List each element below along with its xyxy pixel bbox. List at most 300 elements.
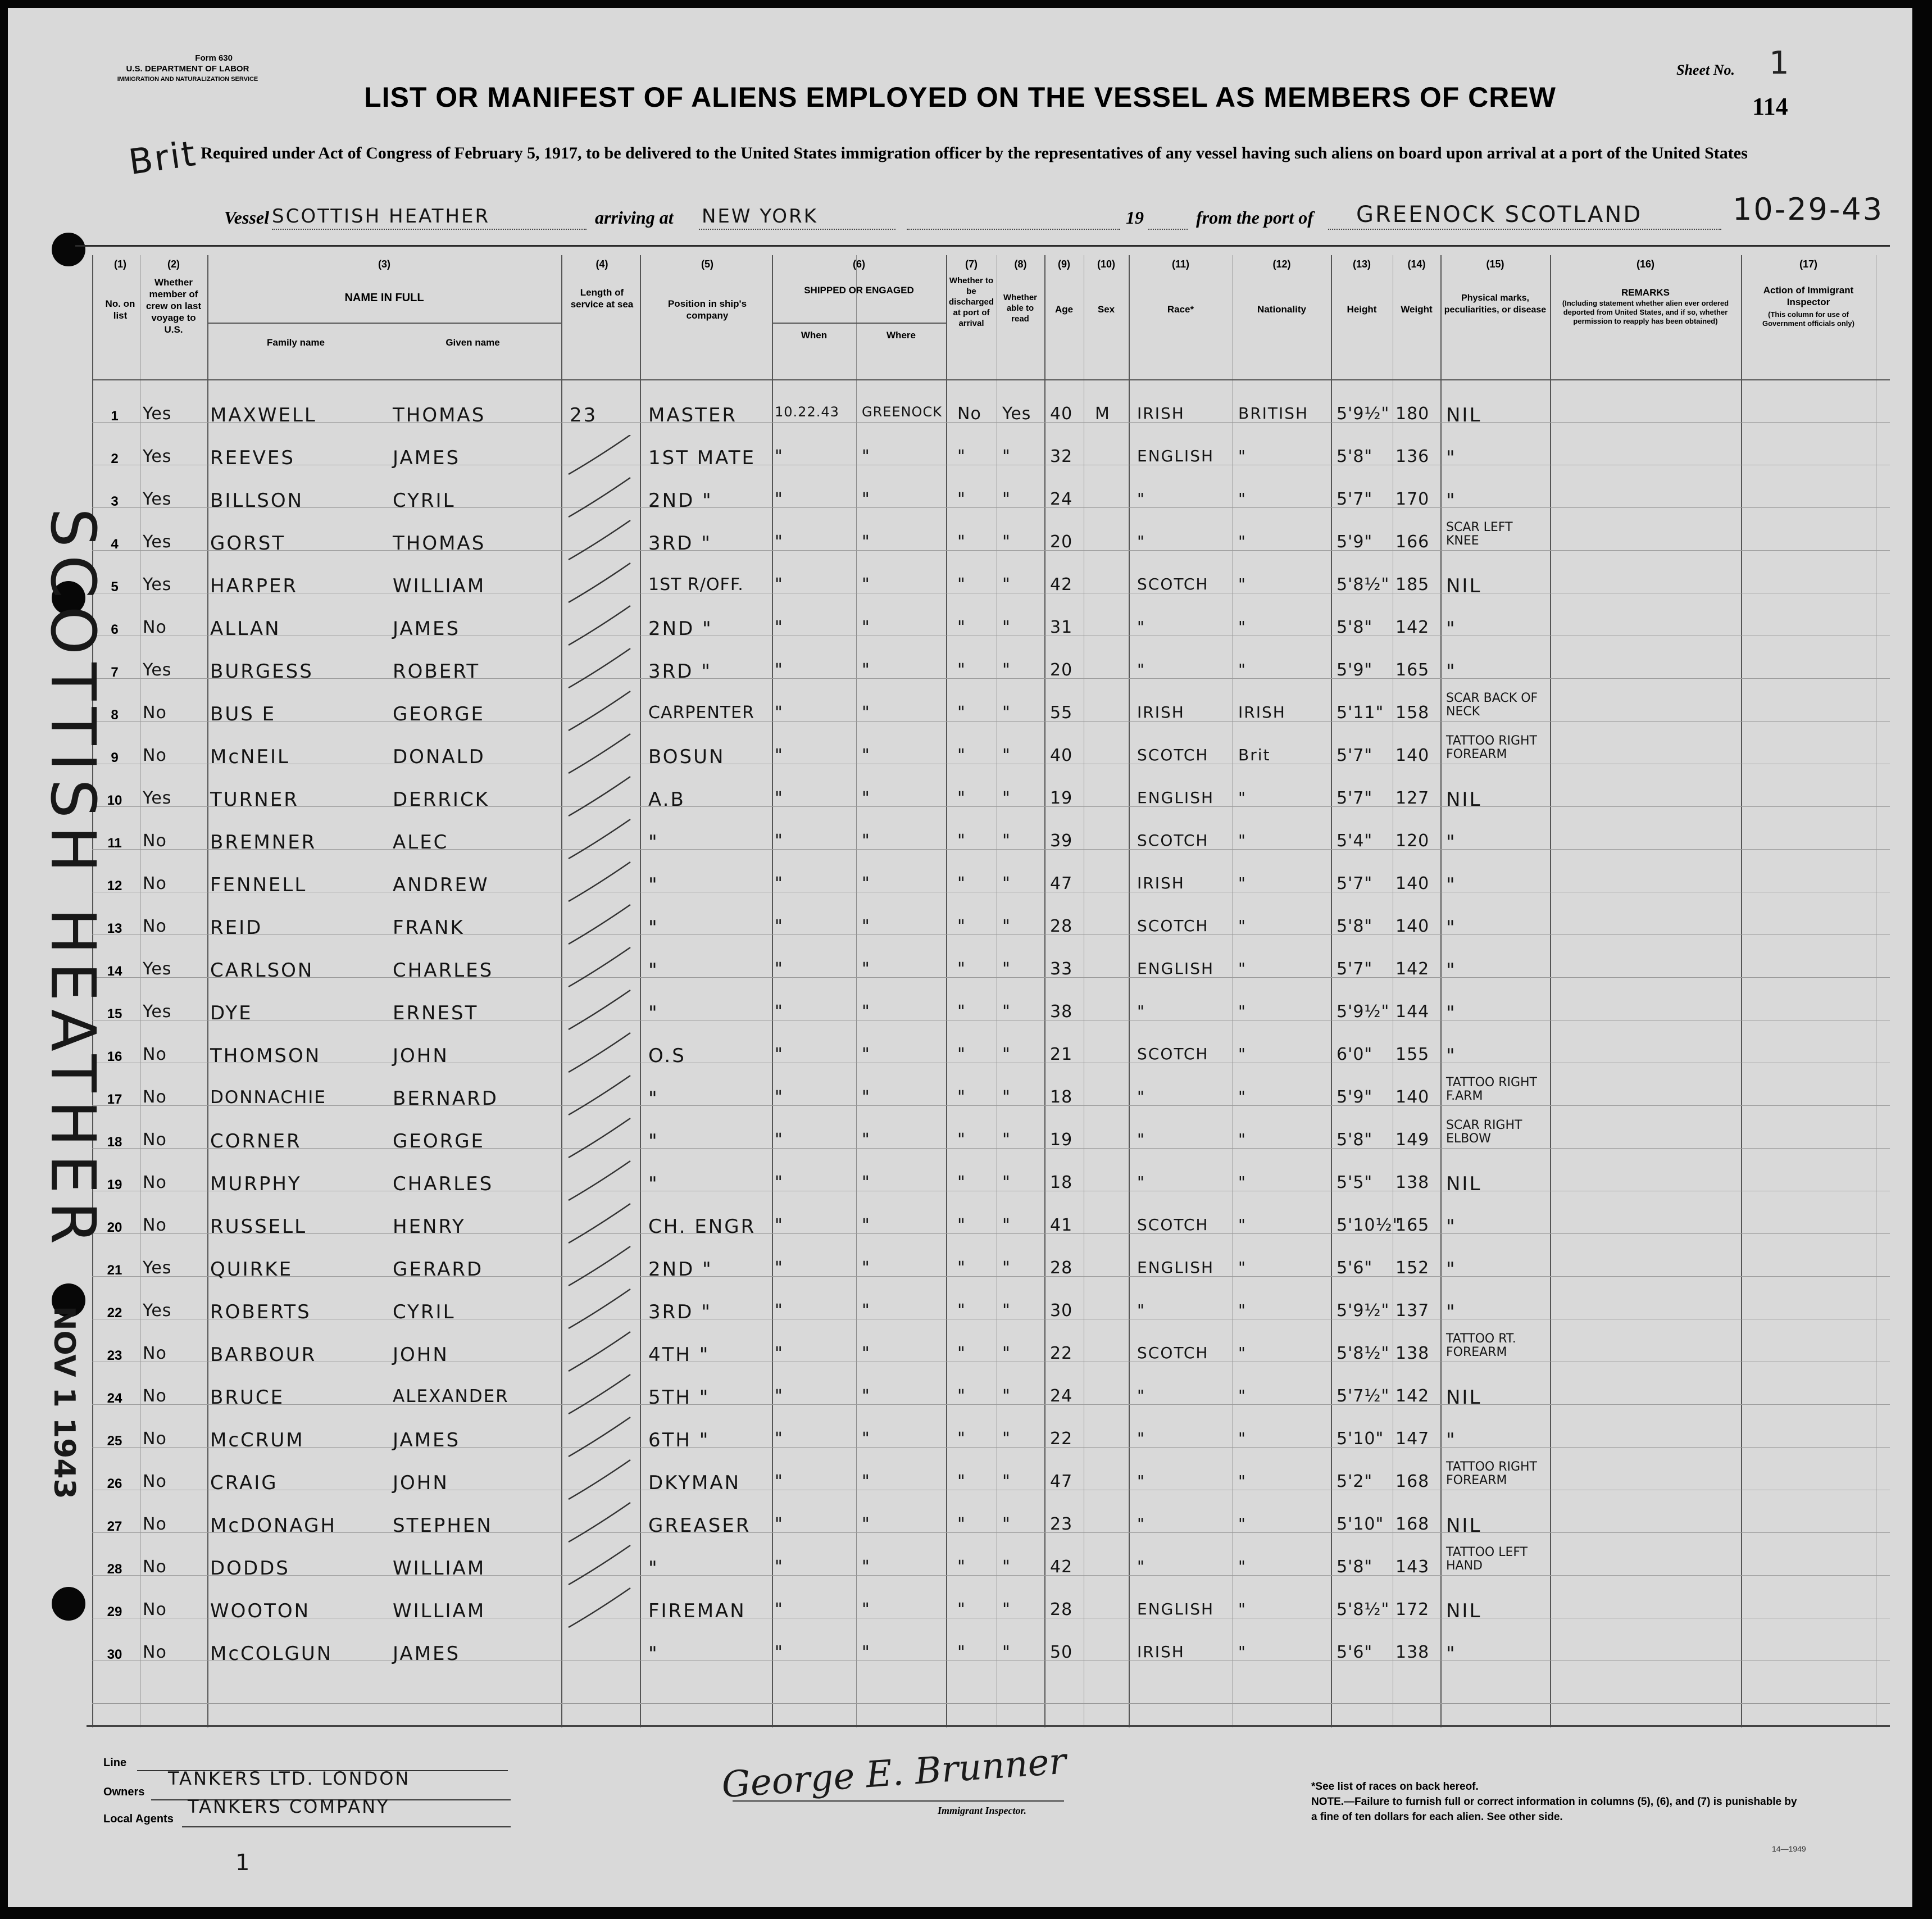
- cell-nationality: ": [1238, 959, 1247, 978]
- cell-height: 5'8": [1337, 1557, 1373, 1577]
- inspector-signature: George E. Brunner: [720, 1740, 1068, 1807]
- cell-given-name: GEORGE: [393, 703, 485, 725]
- cell-discharged: ": [957, 660, 966, 680]
- cell-nationality: ": [1238, 1130, 1247, 1149]
- cell-nationality: ": [1238, 1429, 1247, 1448]
- cell-position: ": [648, 1002, 659, 1024]
- row-number: 30: [107, 1647, 122, 1662]
- service-stroke: [569, 1246, 630, 1286]
- cell-weight: 140: [1395, 874, 1430, 893]
- row-number: 6: [111, 622, 119, 637]
- service-stroke: [569, 905, 630, 944]
- cell-physical-marks: ": [1446, 1258, 1457, 1281]
- cell-weight: 168: [1395, 1514, 1430, 1534]
- sheet-no-value: 1: [1769, 45, 1789, 81]
- cell-shipped-when: ": [775, 1429, 783, 1449]
- col-header-age: Age: [1054, 304, 1074, 315]
- row-rule: [92, 379, 1890, 380]
- cell-position: 2ND ": [648, 1258, 713, 1281]
- cell-age: 47: [1050, 874, 1073, 893]
- service-stroke: [569, 1460, 630, 1499]
- year-label: 19: [1126, 207, 1144, 228]
- cell-able-to-read: ": [1002, 831, 1011, 851]
- cell-age: 20: [1050, 660, 1073, 680]
- row-number: 3: [111, 494, 119, 509]
- row-rule: [92, 550, 1890, 551]
- cell-family-name: BURGESS: [210, 660, 313, 683]
- col-num: (17): [1799, 258, 1817, 270]
- cell-race: ENGLISH: [1137, 1600, 1215, 1618]
- cell-able-to-read: ": [1002, 1472, 1011, 1491]
- cell-position: ": [648, 1173, 659, 1195]
- cell-position: CARPENTER: [648, 703, 754, 723]
- column-rule: [1331, 255, 1332, 1727]
- cell-age: 42: [1050, 1557, 1073, 1577]
- cell-race: ": [1137, 1301, 1145, 1319]
- row-number: 4: [111, 537, 119, 552]
- cell-position: 3RD ": [648, 1301, 712, 1323]
- cell-shipped-where: ": [862, 1344, 870, 1363]
- col-num: (1): [114, 258, 126, 270]
- service-stroke: [569, 606, 630, 645]
- service-stroke: [569, 1289, 630, 1328]
- cell-discharged: ": [957, 917, 966, 936]
- cell-age: 31: [1050, 618, 1073, 637]
- cell-height: 5'9": [1337, 532, 1373, 552]
- row-number: 15: [107, 1006, 122, 1022]
- cell-shipped-where: ": [862, 489, 870, 509]
- cell-shipped-where: ": [862, 831, 870, 851]
- cell-able-to-read: ": [1002, 1130, 1011, 1150]
- service-stroke: [569, 990, 630, 1029]
- cell-height: 5'7": [1337, 788, 1373, 808]
- cell-position: 1ST MATE: [648, 447, 756, 469]
- row-number: 28: [107, 1562, 122, 1577]
- cell-race: ": [1137, 532, 1145, 551]
- row-rule: [92, 1148, 1890, 1149]
- cell-shipped-where: ": [862, 1429, 870, 1449]
- row-number: 21: [107, 1263, 122, 1278]
- cell-position: GREASER: [648, 1514, 751, 1537]
- cell-given-name: WILLIAM: [393, 1600, 486, 1622]
- col-header-name: NAME IN FULL: [344, 292, 424, 304]
- cell-discharged: ": [957, 1557, 966, 1577]
- cell-weight: 147: [1395, 1429, 1430, 1449]
- manifest-title: LIST OR MANIFEST OF ALIENS EMPLOYED ON THE VESSEL AS MEMBERS OF CREW: [364, 81, 1556, 113]
- cell-last-voyage: No: [143, 917, 167, 936]
- service-stroke: [569, 1332, 630, 1371]
- cell-height: 5'7": [1337, 874, 1373, 893]
- tick-mark: 1: [235, 1850, 252, 1876]
- cell-family-name: McCOLGUN: [210, 1643, 333, 1665]
- cell-race: ENGLISH: [1137, 788, 1215, 807]
- cell-family-name: BRUCE: [210, 1386, 285, 1409]
- cell-last-voyage: Yes: [143, 447, 172, 466]
- column-rule: [1044, 255, 1045, 1727]
- col-num: (4): [595, 258, 608, 270]
- cell-family-name: REID: [210, 917, 263, 939]
- cell-age: 18: [1050, 1173, 1073, 1192]
- cell-height: 5'10": [1337, 1514, 1384, 1534]
- cell-family-name: CORNER: [210, 1130, 302, 1153]
- cell-nationality: ": [1238, 660, 1247, 679]
- cell-shipped-where: ": [862, 1045, 870, 1064]
- cell-given-name: JOHN: [393, 1472, 449, 1494]
- cell-position: ": [648, 917, 659, 939]
- cell-last-voyage: Yes: [143, 404, 172, 424]
- cell-age: 21: [1050, 1045, 1073, 1064]
- cell-shipped-where: ": [862, 1301, 870, 1321]
- col-header-service: Length of service at sea: [570, 287, 634, 310]
- cell-nationality: ": [1238, 1045, 1247, 1063]
- cell-physical-marks: ": [1446, 917, 1457, 939]
- brit-annotation: Brit: [126, 132, 200, 183]
- cell-physical-marks: ": [1446, 660, 1457, 683]
- cell-age: 30: [1050, 1301, 1073, 1321]
- cell-shipped-when: ": [775, 1301, 783, 1321]
- cell-family-name: McDONAGH: [210, 1514, 337, 1537]
- cell-discharged: No: [957, 404, 981, 424]
- cell-able-to-read: ": [1002, 1600, 1011, 1619]
- cell-discharged: ": [957, 831, 966, 851]
- cell-weight: 172: [1395, 1600, 1430, 1619]
- cell-weight: 185: [1395, 575, 1430, 595]
- cell-height: 5'7": [1337, 959, 1373, 979]
- cell-position: ": [648, 1643, 659, 1665]
- cell-race: IRISH: [1137, 1643, 1185, 1661]
- cell-last-voyage: No: [143, 1045, 167, 1064]
- cell-height: 5'7½": [1337, 1386, 1390, 1406]
- cell-weight: 138: [1395, 1344, 1430, 1363]
- cell-race: ": [1137, 1386, 1145, 1405]
- service-stroke: [569, 1204, 630, 1243]
- cell-shipped-when: ": [775, 1173, 783, 1192]
- col-num: (14): [1407, 258, 1426, 270]
- cell-shipped-when: ": [775, 1643, 783, 1662]
- column-rule: [640, 255, 641, 1727]
- cell-nationality: ": [1238, 917, 1247, 935]
- cell-age: 23: [1050, 1514, 1073, 1534]
- cell-able-to-read: ": [1002, 532, 1011, 552]
- cell-race: SCOTCH: [1137, 746, 1209, 764]
- cell-physical-marks: SCAR RIGHT ELBOW: [1446, 1118, 1522, 1146]
- cell-position: A.B: [648, 788, 685, 811]
- cell-physical-marks: TATTOO RIGHT FOREARM: [1446, 734, 1537, 761]
- cell-physical-marks: TATTOO RT. FOREARM: [1446, 1332, 1516, 1359]
- cell-nationality: ": [1238, 1087, 1247, 1106]
- cell-weight: 140: [1395, 917, 1430, 936]
- cell-discharged: ": [957, 874, 966, 893]
- cell-nationality: BRITISH: [1238, 404, 1309, 423]
- cell-physical-marks: NIL: [1446, 1173, 1482, 1195]
- cell-given-name: CYRIL: [393, 489, 456, 512]
- service-stroke: [569, 1118, 630, 1158]
- agents-value: TANKERS COMPANY: [188, 1796, 390, 1817]
- cell-weight: 155: [1395, 1045, 1430, 1064]
- cell-physical-marks: ": [1446, 1301, 1457, 1323]
- form-identification: [103, 53, 272, 85]
- cell-able-to-read: ": [1002, 447, 1011, 466]
- cell-able-to-read: ": [1002, 489, 1011, 509]
- cell-nationality: ": [1238, 1557, 1247, 1576]
- cell-discharged: ": [957, 1386, 966, 1406]
- cell-height: 5'9½": [1337, 1301, 1390, 1321]
- cell-nationality: ": [1238, 1643, 1247, 1661]
- cell-given-name: CHARLES: [393, 1173, 494, 1195]
- column-rule: [1741, 255, 1742, 1727]
- cell-shipped-when: ": [775, 1087, 783, 1107]
- row-rule: [92, 1447, 1890, 1448]
- cell-last-voyage: Yes: [143, 1258, 172, 1278]
- row-number: 5: [111, 579, 119, 595]
- cell-nationality: ": [1238, 1344, 1247, 1362]
- cell-shipped-when: ": [775, 447, 783, 466]
- cell-given-name: DONALD: [393, 746, 485, 768]
- cell-position: 6TH ": [648, 1429, 710, 1451]
- cell-discharged: ": [957, 1002, 966, 1022]
- cell-able-to-read: ": [1002, 618, 1011, 637]
- row-number: 20: [107, 1220, 122, 1235]
- col-num: (6): [853, 258, 865, 270]
- cell-able-to-read: ": [1002, 746, 1011, 765]
- cell-discharged: ": [957, 1344, 966, 1363]
- cell-family-name: MAXWELL: [210, 404, 317, 427]
- cell-shipped-when: ": [775, 746, 783, 765]
- cell-shipped-where: ": [862, 746, 870, 765]
- cell-physical-marks: NIL: [1446, 788, 1482, 811]
- cell-physical-marks: NIL: [1446, 1600, 1482, 1622]
- cell-race: ": [1137, 1514, 1145, 1533]
- cell-family-name: ROBERTS: [210, 1301, 311, 1323]
- cell-discharged: ": [957, 1045, 966, 1064]
- cell-family-name: BUS E: [210, 703, 276, 725]
- arriving-port: NEW YORK: [702, 205, 818, 228]
- service-stroke: [569, 435, 630, 474]
- cell-position: 5TH ": [648, 1386, 710, 1409]
- service-stroke: [569, 691, 630, 731]
- cell-physical-marks: TATTOO RIGHT F.ARM: [1446, 1076, 1537, 1103]
- cell-last-voyage: Yes: [143, 660, 172, 680]
- cell-race: IRISH: [1137, 874, 1185, 892]
- cell-shipped-where: ": [862, 1258, 870, 1278]
- binder-hole: [52, 1587, 85, 1621]
- cell-family-name: ALLAN: [210, 618, 281, 640]
- cell-height: 5'11": [1337, 703, 1384, 723]
- col-header-nationality: Nationality: [1257, 304, 1306, 315]
- cell-shipped-where: ": [862, 1087, 870, 1107]
- cell-able-to-read: ": [1002, 788, 1011, 808]
- service-stroke: [569, 947, 630, 987]
- col-num: (3): [378, 258, 390, 270]
- cell-last-voyage: Yes: [143, 959, 172, 979]
- cell-given-name: THOMAS: [393, 404, 486, 427]
- header-rule: [75, 245, 1890, 247]
- row-rule: [92, 1404, 1890, 1405]
- cell-last-voyage: No: [143, 1130, 167, 1150]
- cell-height: 5'7": [1337, 746, 1373, 765]
- cell-height: 5'7": [1337, 489, 1373, 509]
- cell-given-name: JOHN: [393, 1344, 449, 1366]
- row-number: 12: [107, 878, 122, 893]
- row-number: 13: [107, 921, 122, 936]
- col-header-sex: Sex: [1097, 304, 1115, 315]
- owners-label: Owners: [103, 1786, 145, 1798]
- penalty-note: NOTE.—Failure to furnish full or correct information in columns (5), (6), and (7) is punishable by a fine of ten dollars for each alien. See other side.: [1311, 1796, 1797, 1823]
- cell-race: IRISH: [1137, 703, 1185, 722]
- cell-able-to-read: ": [1002, 575, 1011, 595]
- cell-family-name: CARLSON: [210, 959, 314, 982]
- col-header-discharged: Whether to be discharged at port of arrival: [948, 276, 994, 328]
- cell-age: 22: [1050, 1344, 1073, 1363]
- column-rule: [946, 255, 947, 1727]
- cell-weight: 165: [1395, 1215, 1430, 1235]
- cell-age: 42: [1050, 575, 1073, 595]
- cell-family-name: BREMNER: [210, 831, 317, 854]
- cell-shipped-where: ": [862, 1514, 870, 1534]
- cell-physical-marks: ": [1446, 831, 1457, 854]
- cell-physical-marks: ": [1446, 489, 1457, 512]
- row-rule: [92, 1575, 1890, 1576]
- cell-able-to-read: ": [1002, 1557, 1011, 1577]
- cell-age: 33: [1050, 959, 1073, 979]
- cell-nationality: ": [1238, 1301, 1247, 1319]
- cell-given-name: JAMES: [393, 1643, 461, 1665]
- cell-shipped-where: ": [862, 532, 870, 552]
- column-rule: [207, 255, 208, 1727]
- col-header-weight: Weight: [1401, 304, 1433, 315]
- cell-last-voyage: No: [143, 1643, 167, 1662]
- header-subrule: [207, 323, 561, 324]
- cell-shipped-when: ": [775, 1472, 783, 1491]
- cell-shipped-when: ": [775, 1514, 783, 1534]
- cell-discharged: ": [957, 618, 966, 637]
- cell-given-name: HENRY: [393, 1215, 466, 1238]
- cell-discharged: ": [957, 959, 966, 979]
- cell-able-to-read: ": [1002, 1344, 1011, 1363]
- cell-shipped-when: ": [775, 874, 783, 893]
- row-rule: [92, 1703, 1890, 1704]
- service-name: IMMIGRATION AND NATURALIZATION SERVICE: [117, 76, 258, 83]
- row-rule: [92, 934, 1890, 935]
- cell-age: 47: [1050, 1472, 1073, 1491]
- cell-physical-marks: NIL: [1446, 1386, 1482, 1409]
- row-rule: [92, 1532, 1890, 1533]
- cell-able-to-read: ": [1002, 1514, 1011, 1534]
- col-header-no: No. on list: [105, 298, 135, 321]
- cell-weight: 149: [1395, 1130, 1430, 1150]
- cell-nationality: ": [1238, 1002, 1247, 1020]
- service-stroke: [569, 819, 630, 859]
- cell-physical-marks: ": [1446, 874, 1457, 896]
- cell-position: BOSUN: [648, 746, 725, 768]
- cell-shipped-where: ": [862, 1643, 870, 1662]
- col-num: (15): [1486, 258, 1504, 270]
- cell-physical-marks: NIL: [1446, 404, 1482, 427]
- cell-shipped-when: ": [775, 1344, 783, 1363]
- cell-last-voyage: No: [143, 1087, 167, 1107]
- cell-given-name: JAMES: [393, 1429, 461, 1451]
- cell-position: CH. ENGR: [648, 1215, 756, 1238]
- cell-age: 50: [1050, 1643, 1073, 1662]
- owners-value: TANKERS LTD. LONDON: [168, 1768, 411, 1789]
- cell-age: 18: [1050, 1087, 1073, 1107]
- cell-age: 39: [1050, 831, 1073, 851]
- col-header-read: Whether able to read: [1003, 293, 1037, 324]
- cell-last-voyage: No: [143, 1344, 167, 1363]
- cell-nationality: ": [1238, 575, 1247, 593]
- inspector-label: Immigrant Inspector.: [938, 1805, 1027, 1816]
- cell-discharged: ": [957, 1472, 966, 1491]
- cell-family-name: McNEIL: [210, 746, 290, 768]
- cell-given-name: STEPHEN: [393, 1514, 493, 1537]
- cell-race: ": [1137, 1002, 1145, 1020]
- cell-age: 40: [1050, 404, 1073, 424]
- cell-height: 5'8": [1337, 1130, 1373, 1150]
- cell-nationality: ": [1238, 1258, 1247, 1277]
- cell-height: 5'5": [1337, 1173, 1373, 1192]
- cell-family-name: TURNER: [210, 788, 299, 811]
- row-number: 24: [107, 1391, 122, 1406]
- row-number: 18: [107, 1135, 122, 1150]
- col-num: (9): [1058, 258, 1070, 270]
- cell-race: IRISH: [1137, 404, 1185, 423]
- cell-age: 20: [1050, 532, 1073, 552]
- cell-position: 3RD ": [648, 660, 712, 683]
- cell-age: 41: [1050, 1215, 1073, 1235]
- arriving-label: arriving at: [595, 207, 674, 228]
- col-header-race: Race*: [1167, 304, 1194, 315]
- row-number: 9: [111, 750, 119, 765]
- cell-position: ": [648, 959, 659, 982]
- col-header-inspector-note: (This column for use of Government officials only): [1762, 310, 1854, 328]
- cell-given-name: CYRIL: [393, 1301, 456, 1323]
- cell-physical-marks: SCAR LEFT KNEE: [1446, 520, 1513, 548]
- cell-age: 28: [1050, 917, 1073, 936]
- cell-given-name: CHARLES: [393, 959, 494, 982]
- cell-last-voyage: Yes: [143, 532, 172, 552]
- col-num: (11): [1171, 258, 1190, 270]
- cell-nationality: ": [1238, 489, 1247, 508]
- cell-nationality: Brit: [1238, 746, 1271, 764]
- cell-able-to-read: ": [1002, 1429, 1011, 1449]
- cell-able-to-read: ": [1002, 917, 1011, 936]
- cell-shipped-when: ": [775, 703, 783, 723]
- cell-age: 55: [1050, 703, 1073, 723]
- col-header-remarks: REMARKS: [1621, 287, 1670, 298]
- cell-position: 2ND ": [648, 489, 713, 512]
- cell-race: ": [1137, 1130, 1145, 1149]
- row-number: 1: [111, 409, 119, 424]
- col-header-where: Where: [887, 330, 916, 341]
- cell-given-name: ERNEST: [393, 1002, 479, 1024]
- cell-discharged: ": [957, 746, 966, 765]
- cell-weight: 138: [1395, 1173, 1430, 1192]
- form-code: 14—1949: [1772, 1844, 1806, 1853]
- cell-height: 5'8½": [1337, 575, 1390, 595]
- cell-given-name: JAMES: [393, 447, 461, 469]
- cell-position: ": [648, 1130, 659, 1153]
- cell-height: 5'9": [1337, 660, 1373, 680]
- cell-last-voyage: Yes: [143, 1002, 172, 1022]
- service-stroke: [569, 1545, 630, 1585]
- cell-family-name: GORST: [210, 532, 286, 555]
- cell-race: SCOTCH: [1137, 1045, 1209, 1063]
- cell-given-name: ALEC: [393, 831, 449, 854]
- header-subrule: [772, 323, 946, 324]
- col-header-height: Height: [1347, 304, 1377, 315]
- footer-notes: [1311, 1779, 1806, 1825]
- cell-discharged: ": [957, 1514, 966, 1534]
